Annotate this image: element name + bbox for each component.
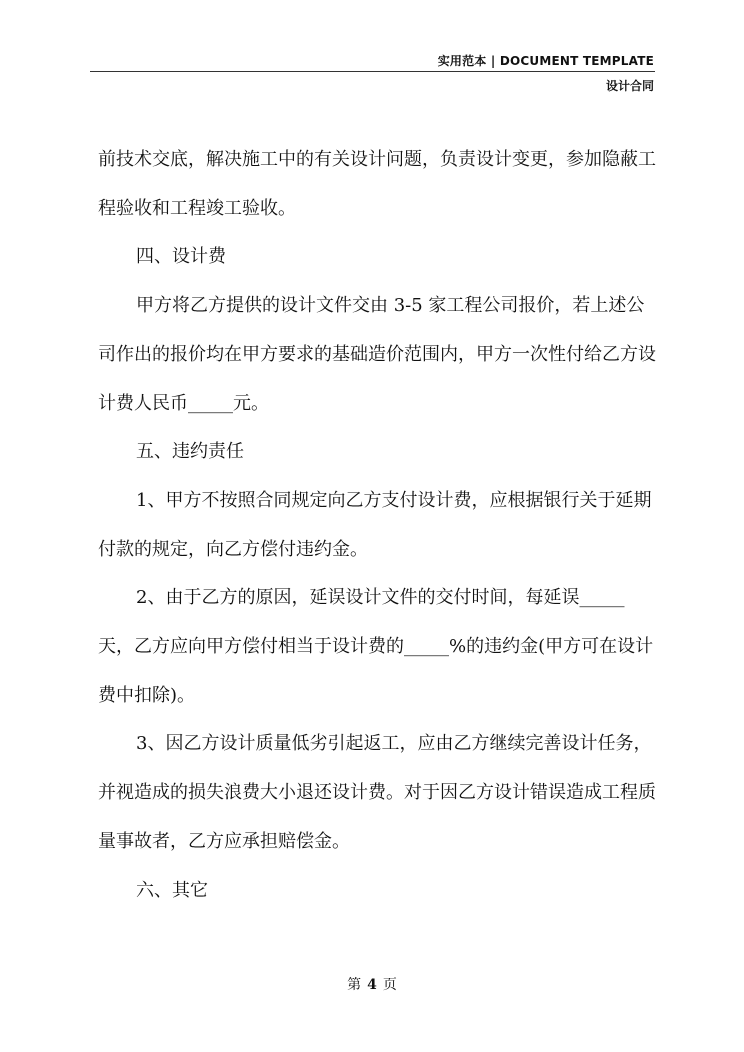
header-subtitle: 设计合同 — [605, 79, 654, 93]
paragraph-design-fee: 甲方将乙方提供的设计文件交由 3-5 家工程公司报价，若上述公司作出的报价均在甲方要求的基础造价范围内，甲方一次性付给乙方设计费人民币_____元。 — [98, 295, 656, 414]
header-title: 实用范本 | DOCUMENT TEMPLATE — [437, 54, 654, 68]
page-number: 4 — [367, 977, 377, 993]
paragraph-design-duties: 前技术交底，解决施工中的有关设计问题，负责设计变更，参加隐蔽工程验收和工程竣工验收。 — [98, 149, 656, 219]
page-number-suffix: 页 — [382, 977, 397, 993]
section-heading-liability: 五、违约责任 — [136, 441, 244, 463]
page-header — [0, 52, 744, 96]
document-body — [98, 136, 658, 915]
paragraph-liability-1: 1、甲方不按照合同规定向乙方支付设计费，应根据银行关于延期付款的规定，向乙方偿付违约金。 — [98, 489, 652, 560]
section-heading-design-fee: 四、设计费 — [136, 246, 226, 268]
section-heading-other: 六、其它 — [136, 879, 208, 901]
paragraph-liability-3: 3、因乙方设计质量低劣引起返工，应由乙方继续完善设计任务，并视造成的损失浪费大小退还设计费。对于因乙方设计错误造成工程质量事故者，乙方应承担赔偿金。 — [98, 733, 656, 852]
paragraph-liability-2: 2、由于乙方的原因，延误设计文件的交付时间，每延误_____天，乙方应向甲方偿付相当于设计费的_____%的违约金(甲方可在设计费中扣除)。 — [98, 587, 654, 706]
header-divider — [90, 71, 655, 72]
page-footer — [0, 974, 744, 994]
page-number-prefix: 第 — [347, 977, 362, 993]
